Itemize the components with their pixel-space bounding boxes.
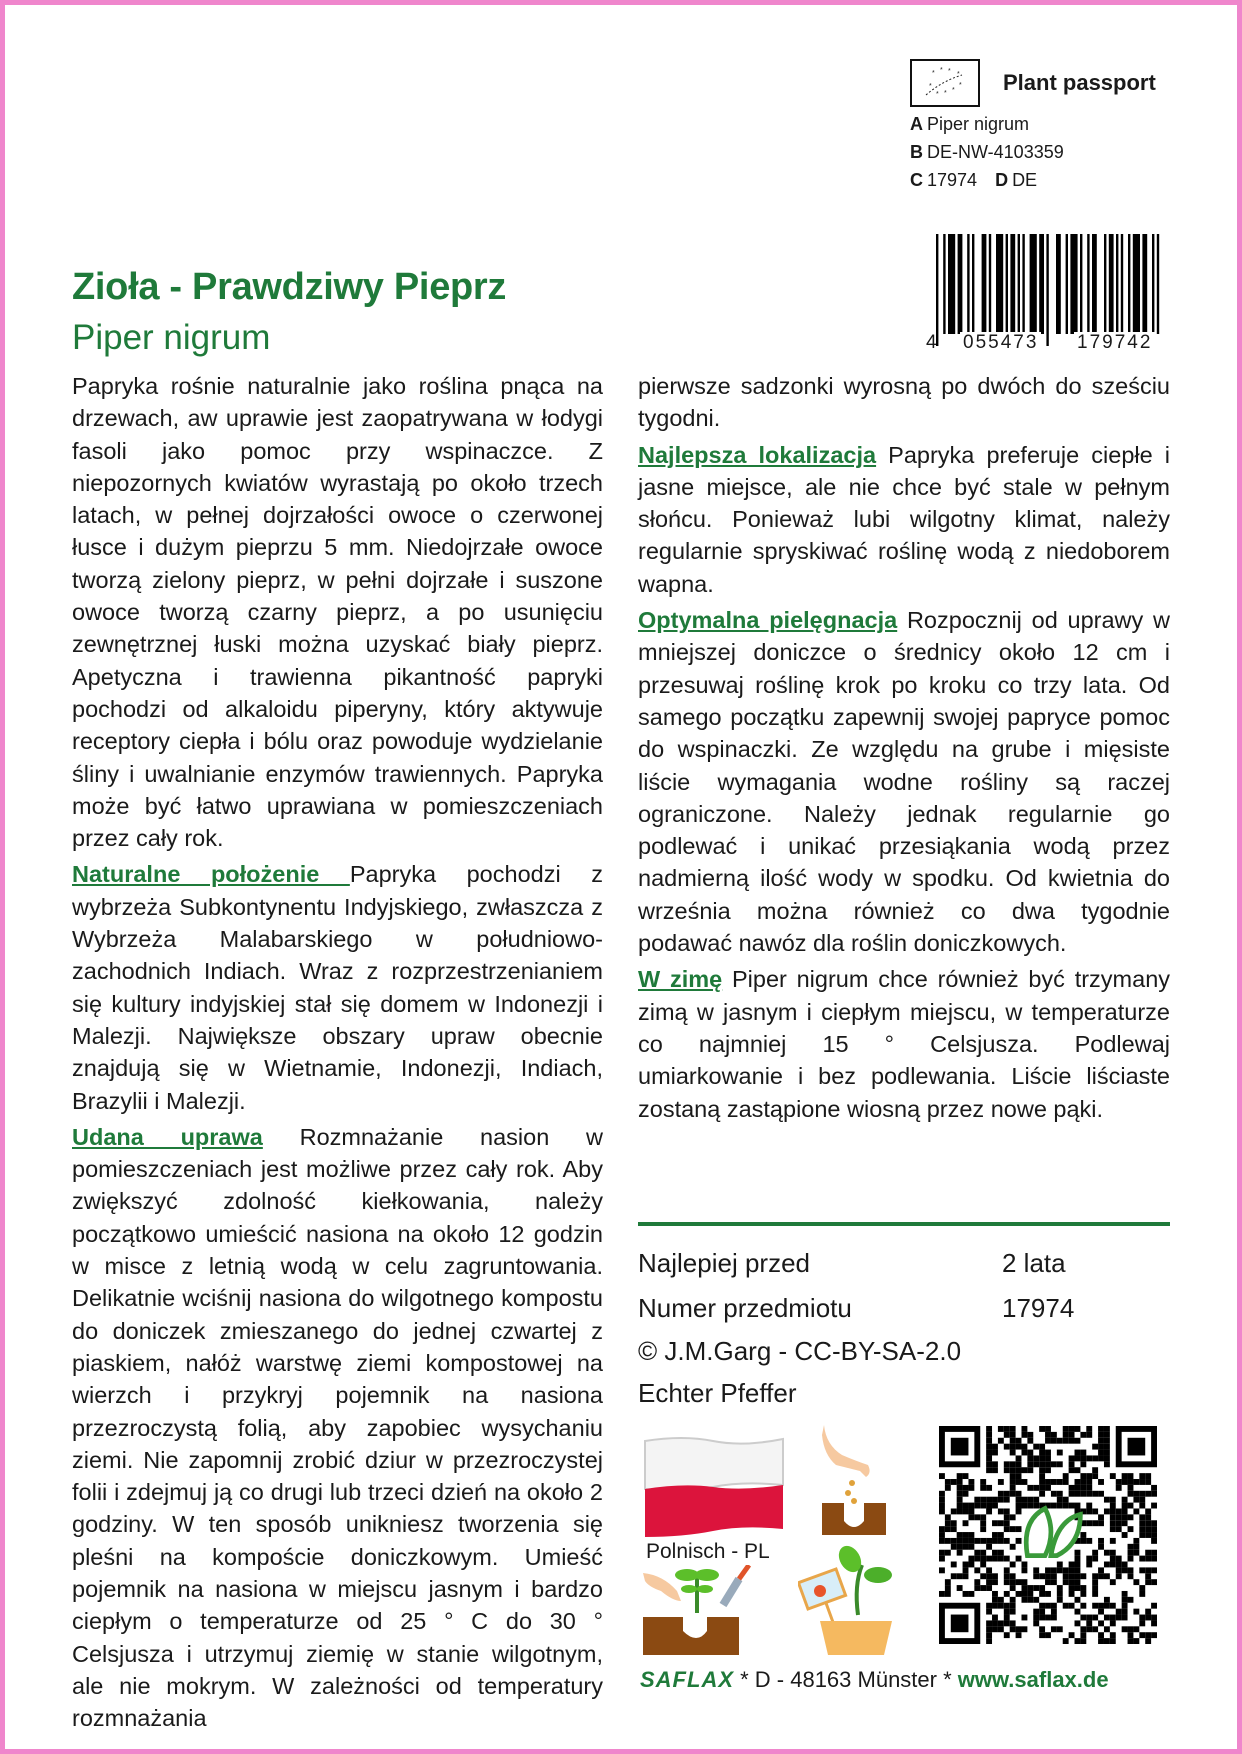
barcode-bar [996, 234, 1003, 334]
cultivation-continued: pierwsze sadzonki wyrosną po dwóch do sześciu tygodni. [638, 373, 1170, 432]
section-heading: W zimę [638, 966, 723, 993]
svg-text:*: * [944, 90, 947, 97]
leaf-icon [1026, 1508, 1080, 1555]
potted-seedling-icon [798, 1545, 898, 1660]
barcode-bar [943, 234, 945, 334]
svg-text:*: * [929, 83, 932, 90]
barcode-bar [972, 234, 974, 334]
barcode-bar [948, 234, 955, 334]
svg-text:*: * [936, 91, 939, 98]
section-text: Papryka pochodzi z wybrzeża Subkontynentu Indyjskiego, zwłaszcza z Wybrzeża Malabarskiego w południowo-zachodnich Indiach. Wraz z rozprzestrzenianiem się kultury indyjskiej stał się domem w Indonezji i Malezji. Największe obszary upraw obecnie znajdują się w Wietnamie, Indonezji, Indiach, Brazylii i Malezji. [72, 861, 603, 1114]
passport-line-a: A Piper nigrum [910, 114, 1030, 134]
barcode-bar [967, 234, 969, 334]
barcode-bar [1142, 234, 1147, 334]
barcode-bar [936, 234, 938, 346]
care-paragraph [638, 604, 1170, 959]
address: * D - 48163 Münster * [734, 1667, 958, 1692]
passport-line-c-d: C 17974 D DE [910, 170, 1038, 190]
svg-text:*: * [957, 71, 960, 78]
barcode-bar [1039, 234, 1044, 334]
barcode-bar [1092, 234, 1097, 334]
right-column [638, 370, 1170, 1129]
qr-code[interactable] [937, 1426, 1159, 1649]
footer [640, 1667, 1109, 1693]
plant-passport-title: Plant passport [1003, 70, 1156, 95]
passport-line-b: B DE-NW-4103359 [910, 142, 1064, 162]
barcode-bar [989, 234, 991, 334]
barcode-bar [1080, 234, 1082, 334]
barcode-bar [1006, 234, 1008, 334]
latin-name: Piper nigrum [72, 318, 271, 357]
barcode-bar [1109, 234, 1114, 334]
barcode-digits-left: 055473 [960, 332, 1041, 354]
barcode-digits-right: 179742 [1074, 332, 1155, 354]
sowing-icon [822, 1425, 896, 1540]
barcode-bar [1087, 234, 1089, 334]
barcode-bar [1133, 234, 1140, 334]
barcode-bar [982, 234, 987, 334]
barcode-bar [1116, 234, 1118, 334]
barcode-bar [1121, 234, 1123, 334]
section-text: Papryka preferuje ciepłe i jasne miejsce, ale nie chce być stale w pełnym słońcu. Ponieważ lubi wilgotny klimat, należy regularnie spryskiwać roślinę wodą z niedoborem wapna. [638, 441, 1171, 597]
section-text: Rozpocznij od uprawy w mniejszej doniczce o średnicy około 12 cm i przesuwaj roślinę krok po kroku co trzy lata. Od samego początku zapewnij swojej papryce pomoc do wspinaczki. Ze względu na grube i mięsiste liście wymagania wodne rośliny są raczej ograniczone. Należy jednak regularnie go podlewać i unikać przesiąkania wodą przez nadmierną ilość wody w spodku. Od kwietnia do września można również co dwa tygodnie podawać nawóz dla roślin doniczkowych. [638, 607, 1170, 957]
page-title: Zioła - Prawdziwy Pieprz [72, 266, 507, 308]
barcode-bar [1022, 234, 1024, 334]
svg-text:*: * [948, 68, 951, 75]
section-text: Rozmnażanie nasion w pomieszczeniach jest możliwe przez cały rok. Aby zwiększyć zdolność kiełkowania, należy początkowo umieścić nasiona na około 12 godzin w misce z letnią wodą w celu zagruntowania. Delikatnie wciśnij nasiona do wilgotnego kompostu do doniczek zmieszanego do jednej czwartej z piaskiem, nałóż warstwę ziemi kompostowej na wierzch i przykryj pojemnik na nasiona przezroczystą folią, aby zapobiec wysychaniu ziemi. Nie zapomnij zrobić dziur w przezroczystej folii i zdejmuj ją co drugi lub trzeci dzień na około 2 godziny. W ten sposób unikniesz tworzenia się pleśni na kompoście doniczkowym. Umieść pojemnik na nasiona w miejscu jasnym i bardzo ciepłym o temperaturze od 25 ° C do 30 ° Celsjusza i utrzymuj ziemię w stanie wilgotnym, ale nie mokrym. W zależności od temperatury rozmnażania [72, 1123, 603, 1732]
cultivation-paragraph [72, 1121, 603, 1735]
barcode-bar [1157, 234, 1159, 334]
svg-text:*: * [932, 70, 935, 77]
natural-location-paragraph [72, 858, 603, 1116]
barcode-bar [1018, 234, 1020, 334]
section-heading: Optymalna pielęgnacja [638, 607, 898, 634]
divider [638, 1222, 1170, 1226]
best-before-value: 2 lata [1002, 1248, 1066, 1278]
barcode-bar [1030, 234, 1037, 334]
svg-text:*: * [952, 87, 955, 94]
transplant-icon [643, 1565, 763, 1660]
barcode-bar [1066, 234, 1068, 334]
best-before-label: Najlepiej przed [638, 1248, 810, 1278]
barcode-bar [1070, 234, 1077, 334]
barcode-bar [1128, 234, 1130, 334]
german-name: Echter Pfeffer [638, 1378, 797, 1408]
left-column [72, 370, 603, 1738]
website-link[interactable]: www.saflax.de [957, 1667, 1109, 1692]
language-label: Polnisch - PL [646, 1540, 770, 1563]
svg-text:*: * [940, 67, 943, 74]
barcode-bar [1010, 234, 1015, 334]
barcode-digit: 4 [926, 332, 937, 353]
winter-paragraph [638, 963, 1170, 1124]
barcode [926, 234, 1172, 364]
section-heading: Udana uprawa [72, 1123, 263, 1150]
copyright: © J.M.Garg - CC-BY-SA-2.0 [638, 1336, 962, 1366]
saflax-logo: SAFLAX [640, 1667, 734, 1692]
eu-organic-logo [910, 59, 980, 107]
barcode-bar [1152, 234, 1154, 334]
barcode-bar [1056, 234, 1061, 334]
svg-text:*: * [959, 82, 962, 89]
item-number-value: 17974 [1002, 1293, 1075, 1323]
location-paragraph [638, 439, 1170, 600]
section-text: Piper nigrum chce również być trzymany zimą w jasnym i ciepłym miejscu, w temperaturze co najmniej 15 ° Celsjusza. Podlewaj umiarkowanie i bez podlewania. Liście liściaste zostaną zastąpione wiosną przez nowe pąki. [638, 966, 1171, 1122]
section-heading: Naturalne położenie [72, 861, 350, 888]
barcode-bar [1104, 234, 1106, 334]
poland-flag-icon [643, 1433, 785, 1544]
barcode-bar [1046, 234, 1048, 346]
item-number-label: Numer przedmiotu [638, 1293, 852, 1323]
intro-paragraph: Papryka rośnie naturalnie jako roślina pnąca na drzewach, aw uprawie jest zaopatrywana w łodygi fasoli jako pomoc przy wspinaczce. Z niepozornych kwiatów wyrastają po około trzech latach, w pełnej dojrzałości owoce o czerwonej łusce i dużym pieprzu 5 mm. Niedojrzałe owoce tworzą zielony pieprz, w pełni dojrzałe i suszone owoce tworzą czarny pieprz, a po usunięciu zewnętrznej łuski można uzyskać biały pieprz. Apetyczna i trawienna pikantność papryki pochodzi od alkaloidu piperyny, który aktywuje receptory ciepła i bólu oraz powoduje wydzielanie śliny i uwalnianie enzymów trawiennych. Papryka może być łatwo uprawiana w pomieszczeniach przez cały rok. [72, 373, 603, 852]
barcode-bar [958, 234, 963, 334]
section-heading: Najlepsza lokalizacja [638, 441, 877, 468]
